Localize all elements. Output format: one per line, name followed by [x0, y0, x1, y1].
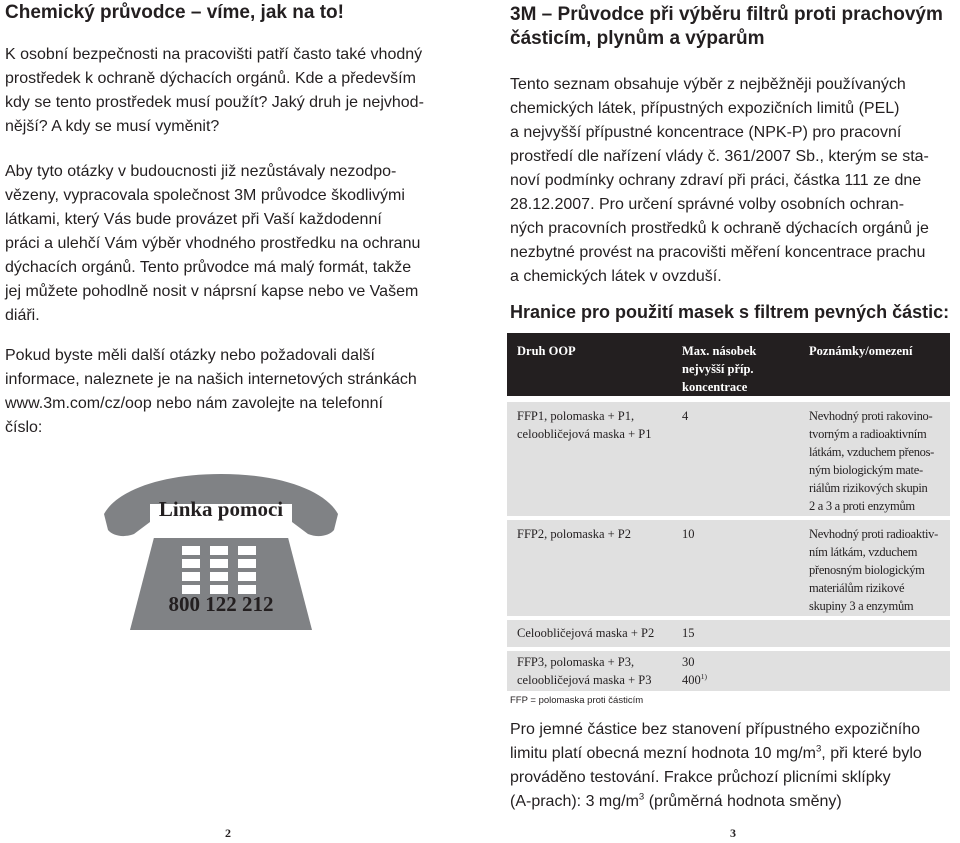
text-fragment: (A-prach): 3 mg/m: [510, 793, 639, 810]
keypad-key: [210, 546, 228, 555]
header-notes: Poznámky/omezení: [809, 344, 913, 358]
row-type: [517, 407, 651, 443]
footnote-ref: 1): [700, 671, 707, 681]
text-line: práci a ulehčí Vám výběr vhodného prostředku na ochranu: [5, 235, 421, 252]
cell-line: celoobličejová maska + P1: [517, 427, 652, 441]
superscript: 3: [638, 791, 645, 803]
text-line: jej můžete pohodlně nosit v náprsní kapse nebo ve Vašem: [5, 283, 419, 300]
row-factor: 4: [682, 409, 689, 423]
keypad-key: [182, 546, 200, 555]
left-page: [0, 0, 476, 843]
row-type: FFP2, polomaska + P2: [517, 527, 632, 541]
text-line: K osobní bezpečnosti na pracovišti patří často také vhodný: [5, 46, 423, 63]
mask-limits-table: [507, 333, 950, 690]
header-factor: [682, 342, 756, 396]
row-type: [517, 653, 651, 689]
text-line: nezbytné provést na pracovišti měření koncentrace prachu: [510, 244, 926, 261]
row-type: Celoobličejová maska + P2: [517, 626, 655, 640]
text-line: ných pracovních prostředků k ochraně dýchacích orgánů je: [510, 220, 929, 237]
keypad-key: [238, 559, 256, 568]
contact-paragraph: [5, 344, 461, 440]
text-line: [510, 790, 922, 814]
helpline-label: Linka pomoci: [158, 497, 284, 521]
cell-line: 30: [682, 655, 695, 669]
header-factor-line: koncentrace: [682, 380, 748, 394]
text-fragment: , při které bylo: [821, 745, 922, 762]
factor-value: 400: [682, 673, 701, 687]
text-fragment: (průměrná hodnota směny): [644, 793, 842, 810]
row-factor: 10: [682, 527, 695, 541]
text-line: Pro jemné částice bez stanovení přípustného expozičního: [510, 721, 921, 738]
guide-paragraph: [5, 160, 461, 328]
cell-line: celoobličejová maska + P3: [517, 673, 652, 687]
text-line: prováděno testování. Frakce průchozí plicními sklípky: [510, 769, 891, 786]
text-line: Tento seznam obsahuje výběr z nejběžněji používaných: [510, 76, 906, 93]
superscript: 3: [815, 743, 822, 755]
text-line: prostředek k ochraně dýchacích orgánů. Kde a především: [5, 70, 416, 87]
cell-line: FFP1, polomaska + P1,: [517, 409, 635, 423]
keypad-key: [238, 572, 256, 581]
right-page: [490, 0, 960, 843]
text-line: kdy se tento prostředek musí použít? Jaký druh je nejvhod-: [5, 94, 424, 111]
page-number: 3: [730, 826, 736, 840]
section-title: [510, 3, 960, 51]
text-line: dýchacích orgánů. Tento průvodce má malý formát, takže: [5, 259, 412, 276]
title-line: 3M – Průvodce při výběru filtrů proti prachovým: [510, 4, 943, 25]
cell-line: riálům rizikových skupin: [809, 481, 928, 495]
cell-line: [682, 671, 707, 689]
cell-line: tvorným a radioaktivním: [809, 427, 927, 441]
helpline-number: 800 122 212: [168, 592, 274, 616]
cell-line: skupiny 3 a enzymům: [809, 599, 914, 613]
keypad-key: [182, 572, 200, 581]
table-title: Hranice pro použití masek s filtrem pevných částic:: [510, 302, 950, 322]
keypad-key: [210, 572, 228, 581]
text-line: nější? A kdy se musí vyměnit?: [5, 118, 220, 135]
intro-paragraph: [5, 43, 461, 139]
text-line: informace, naleznete je na našich internetových stránkách: [5, 371, 417, 388]
text-line: [510, 742, 922, 766]
cell-line: ným biologickým mate-: [809, 463, 923, 477]
row-factor: 15: [682, 626, 695, 640]
cell-line: FFP3, polomaska + P3,: [517, 655, 635, 669]
text-line: diáři.: [5, 307, 40, 324]
text-line: noví podmínky ochrany zdraví při práci, částka 111 ze dne: [510, 172, 922, 189]
table-footnote: FFP = polomaska proti částicím: [510, 695, 644, 706]
text-line: Pokud byste měli další otázky nebo požadovali další: [5, 347, 375, 364]
text-line: chemických látek, přípustných expozičních limitů (PEL): [510, 100, 900, 117]
text-line: číslo:: [5, 419, 43, 436]
header-factor-line: Max. násobek: [682, 344, 757, 358]
helpline-graphic: [98, 470, 344, 636]
keypad-key: [182, 559, 200, 568]
page-number: 2: [225, 826, 231, 840]
fine-particles-paragraph: [510, 718, 922, 814]
text-line: látkami, který Vás bude provázet při Vaší každodenní: [5, 211, 382, 228]
header-factor-line: nejvyšší příp.: [682, 362, 754, 376]
cell-line: látkám, vzduchem přenos-: [809, 445, 935, 459]
cell-line: přenosným biologickým: [809, 563, 925, 577]
cell-line: 2 a 3 a proti enzymům: [809, 499, 915, 513]
row-note: [809, 407, 934, 515]
keypad-key: [210, 559, 228, 568]
cell-line: materiálům rizikové: [809, 581, 905, 595]
text-line: Aby tyto otázky v budoucnosti již nezůstávaly nezodpo-: [5, 163, 397, 180]
title-line: částicím, plynům a výparům: [510, 28, 765, 49]
row-note: [809, 525, 938, 615]
row-factor: [682, 653, 707, 689]
text-line: www.3m.com/cz/oop nebo nám zavolejte na telefonní: [5, 395, 383, 412]
text-line: a chemických látek v ovzduší.: [510, 268, 722, 285]
cell-line: Nevhodný proti radioaktiv-: [809, 527, 938, 541]
text-line: prostředí dle nařízení vlády č. 361/2007 Sb., kterým se sta-: [510, 148, 929, 165]
text-fragment: limitu platí obecná mezní hodnota 10 mg/m: [510, 745, 816, 762]
cell-line: ním látkám, vzduchem: [809, 545, 918, 559]
text-line: vězeny, vypracovala společnost 3M průvodce škodlivými: [5, 187, 405, 204]
keypad-key: [238, 546, 256, 555]
cell-line: Nevhodný proti rakovino-: [809, 409, 933, 423]
header-type: Druh OOP: [517, 344, 576, 358]
list-description-paragraph: [510, 73, 929, 289]
text-line: a nejvyšší přípustné koncentrace (NPK-P) pro pracovní: [510, 124, 902, 141]
text-line: 28.12.2007. Pro určení správné volby osobních ochran-: [510, 196, 905, 213]
page-title: Chemický průvodce – víme, jak na to!: [5, 2, 344, 23]
